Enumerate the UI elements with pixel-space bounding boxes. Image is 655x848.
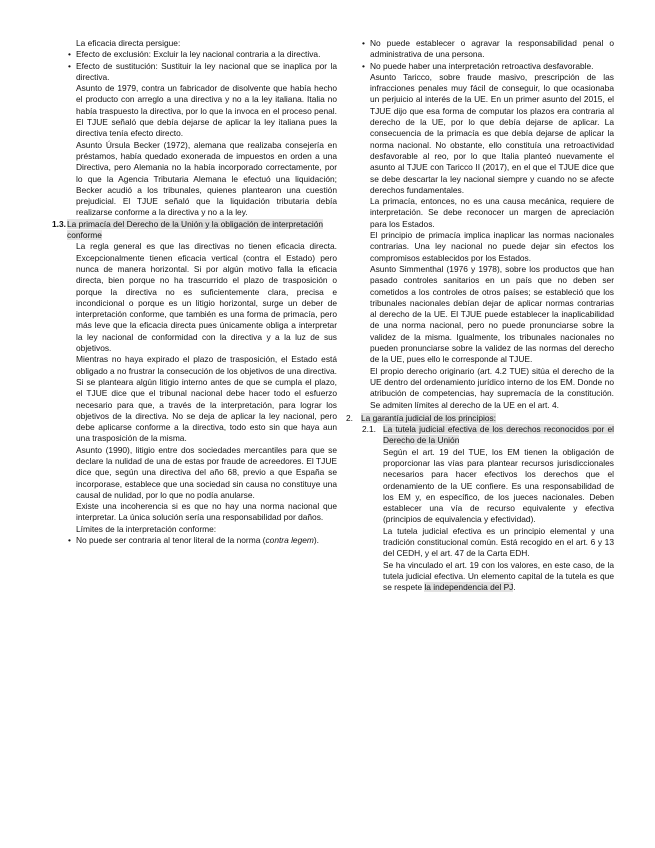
highlighted-text: la independencia del PJ xyxy=(424,582,514,593)
bullet-icon: • xyxy=(362,38,365,48)
bullet-list-limits xyxy=(52,535,337,546)
paragraph: Según el art. 19 del TUE, los EM tienen la obligación de proporcionar las vías para plantear recursos jurisdiccionales necesarios para hacer efectivos los derechos que el ordenamiento de la UE confiere. Es una responsabilidad de los EM y, en específico, de los jueces nacionales. Deben establecer una vía de recurso equivalente y efectiva (principios de equivalencia y efectividad). xyxy=(383,446,614,525)
section-heading-2-1 xyxy=(346,424,614,447)
paragraph: Se ha vinculado el art. 19 con los valores, en este caso, de la tutela judicial efectiva. Un elemento capital de la tutela es que se respete la independencia del PJ. xyxy=(383,559,614,593)
intro-text: La eficacia directa persigue: xyxy=(76,38,181,48)
paragraph: Mientras no haya expirado el plazo de trasposición, el Estado está obligado a no frustrar la consecución de los objetivos de una directiva. Si se planteara algún litigio interno antes de que se cumpla el plazo, el TJUE dice que el tribunal nacional debe hacer todo el esfuerzo necesario para que, a través de la interpretación, para lograr los objetivos de la directiva. No se deja de aplicar la ley nacional, pero debe aplicarse conforme a la directiva, todo esto sin que haya aun una trasposición de la misma. xyxy=(76,354,337,444)
paragraph: Límites de la interpretación conforme: xyxy=(76,523,217,534)
bullet-list-limits-cont xyxy=(346,38,614,72)
paragraph: La regla general es que las directivas no tienen eficacia directa. Excepcionalmente tienen eficacia vertical (contra el Estado) pero nunca de manera horizontal. Si por algún motivo falla la eficacia directa, bien porque no ha trascurrido el plazo de trasposición o porque la directiva no es suficientemente clara, precisa e incondicional o porque es un litigio horizontal, surge un deber de interpretación conforme, que también es una forma de primacía, pero más leve que la eficacia directa pues únicamente obliga a interpretar la ley nacional de conformidad con la directiva y a la luz de sus objetivos. xyxy=(76,241,337,354)
heading-number: 2.1. xyxy=(362,424,376,435)
list-item: • No puede haber una interpretación retroactiva desfavorable. xyxy=(362,60,594,71)
list-item: • Efecto de sustitución: Sustituir la ley nacional que se inaplica por la directiva. xyxy=(68,60,337,82)
bullet-list-effects xyxy=(52,49,337,83)
list-item: • No puede ser contraria al tenor literal de la norma (contra legem). xyxy=(68,535,320,546)
heading-text: La tutela judicial efectiva de los derechos reconocidos por el Derecho de la Unión xyxy=(383,424,614,446)
heading-text: La primacía del Derecho de la Unión y la obligación de interpretación conforme xyxy=(67,218,324,241)
paragraph: Existe una incoherencia si es que no hay una norma nacional que interpretar. La única solución sería una responsabilidad por daños. xyxy=(76,501,337,523)
paragraph: Asunto (1990), litigio entre dos sociedades mercantiles para que se declare la nulidad de una de estas por fraude de acreedores. El TJUE dice que, según una directiva del año 68, previo a que España se incorporase, establece que una sociedad sin causa no constituye una causal de nulidad, por lo que no podía anularse. xyxy=(76,444,337,500)
paragraph: Asunto Taricco, sobre fraude masivo, prescripción de las infracciones penales muy fácil de conseguir, lo que ocasionaba un perjuicio al interés de la UE. En un primer asunto del 2015, el TJUE dijo que esa forma de computar los plazos era contraria al derecho de la UE, por lo que debía dejarse de aplicar. La consecuencia de la primacía es que debía dejarse de aplicar la norma nacional. No obstante, ello constituía una retroactividad desfavorable al reo, por lo que Italia planteó nuevamente el asunto al TJUE con Taricco II (2017), en el que el TJUE dice que se debe descartar la ley nacional siempre y cuando no se afecte derechos fundamentales. xyxy=(370,71,614,195)
heading-number: 1.3. xyxy=(52,218,66,229)
section-heading-1-3 xyxy=(52,219,337,242)
bullet-icon: • xyxy=(68,60,71,71)
bullet-icon: • xyxy=(68,535,71,546)
list-item: • No puede establecer o agravar la responsabilidad penal o administrativa de una persona. xyxy=(362,38,614,60)
paragraph: El principio de primacía implica inaplicar las normas nacionales contrarias. Una ley nacional no puede dejar sin efectos los compromisos establecidos por los Estados. xyxy=(370,230,614,263)
list-item: • Efecto de exclusión: Excluir la ley nacional contraria a la directiva. xyxy=(68,49,321,60)
paragraph: Asunto de 1979, contra un fabricador de disolvente que había hecho el producto con arreglo a una directiva y no a la ley italiana. Italia no había traspuesto la directiva, por lo que la invoca en el proceso penal. El TJUE señaló que debía dejarse de aplicar la ley italiana pues la directiva tenía efecto directo. xyxy=(76,83,337,139)
paragraph: La tutela judicial efectiva es un principio elemental y una tradición constitucional común. Está recogido en el art. 6 y 13 del CEDH, y el art. 47 de la Carta EDH. xyxy=(383,525,614,559)
left-column xyxy=(52,38,337,546)
paragraph: El propio derecho originario (art. 4.2 TUE) sitúa el derecho de la UE dentro del ordenamiento jurídico interno de los EM. Donde no atribución de competencias, hay supremacía de la constitución. Se admiten límites al derecho de la UE en el art. 4. xyxy=(370,365,614,410)
heading-text: La garantía judicial de los principios: xyxy=(361,412,497,423)
bullet-icon: • xyxy=(362,60,365,71)
paragraph: Asunto Úrsula Becker (1972), alemana que realizaba consejería en préstamos, había quedado exonerada de impuestos en orden a una Directiva, pero Alemania no la había incorporado correctamente, por lo que la Agencia Tributaria Alemana le efectuó una liquidación; Becker acudió a los tribunales, quienes plantearon una cuestión prejudicial. El TJUE señaló que la liquidación tributaria debía realizarse conforme a la directiva y no a la ley. xyxy=(76,139,337,218)
paragraph: Asunto Simmenthal (1976 y 1978), sobre los productos que han pasado controles sanitarios en un país que no deben ser cometidos a los controles de otros países; se estableció que los tribunales nacionales debían dejar de aplicar normas contrarias al derecho de la UE. El TJUE puede establecer la inaplicabilidad de una norma nacional, pero no puede pronunciarse sobre la validez de la misma. Igualmente, los tribunales nacionales no pueden pronunciarse sobre la validez de las normas del derecho de la UE, pues ello le corresponde al TJUE. xyxy=(370,263,614,365)
bullet-icon: • xyxy=(68,49,71,60)
right-column xyxy=(346,38,614,594)
heading-number: 2. xyxy=(346,412,353,423)
paragraph: La primacía, entonces, no es una causa mecánica, requiere de interpretación. Se debe reconocer un margen de apreciación para los Estados. xyxy=(370,196,614,229)
section-heading-2 xyxy=(346,413,614,424)
